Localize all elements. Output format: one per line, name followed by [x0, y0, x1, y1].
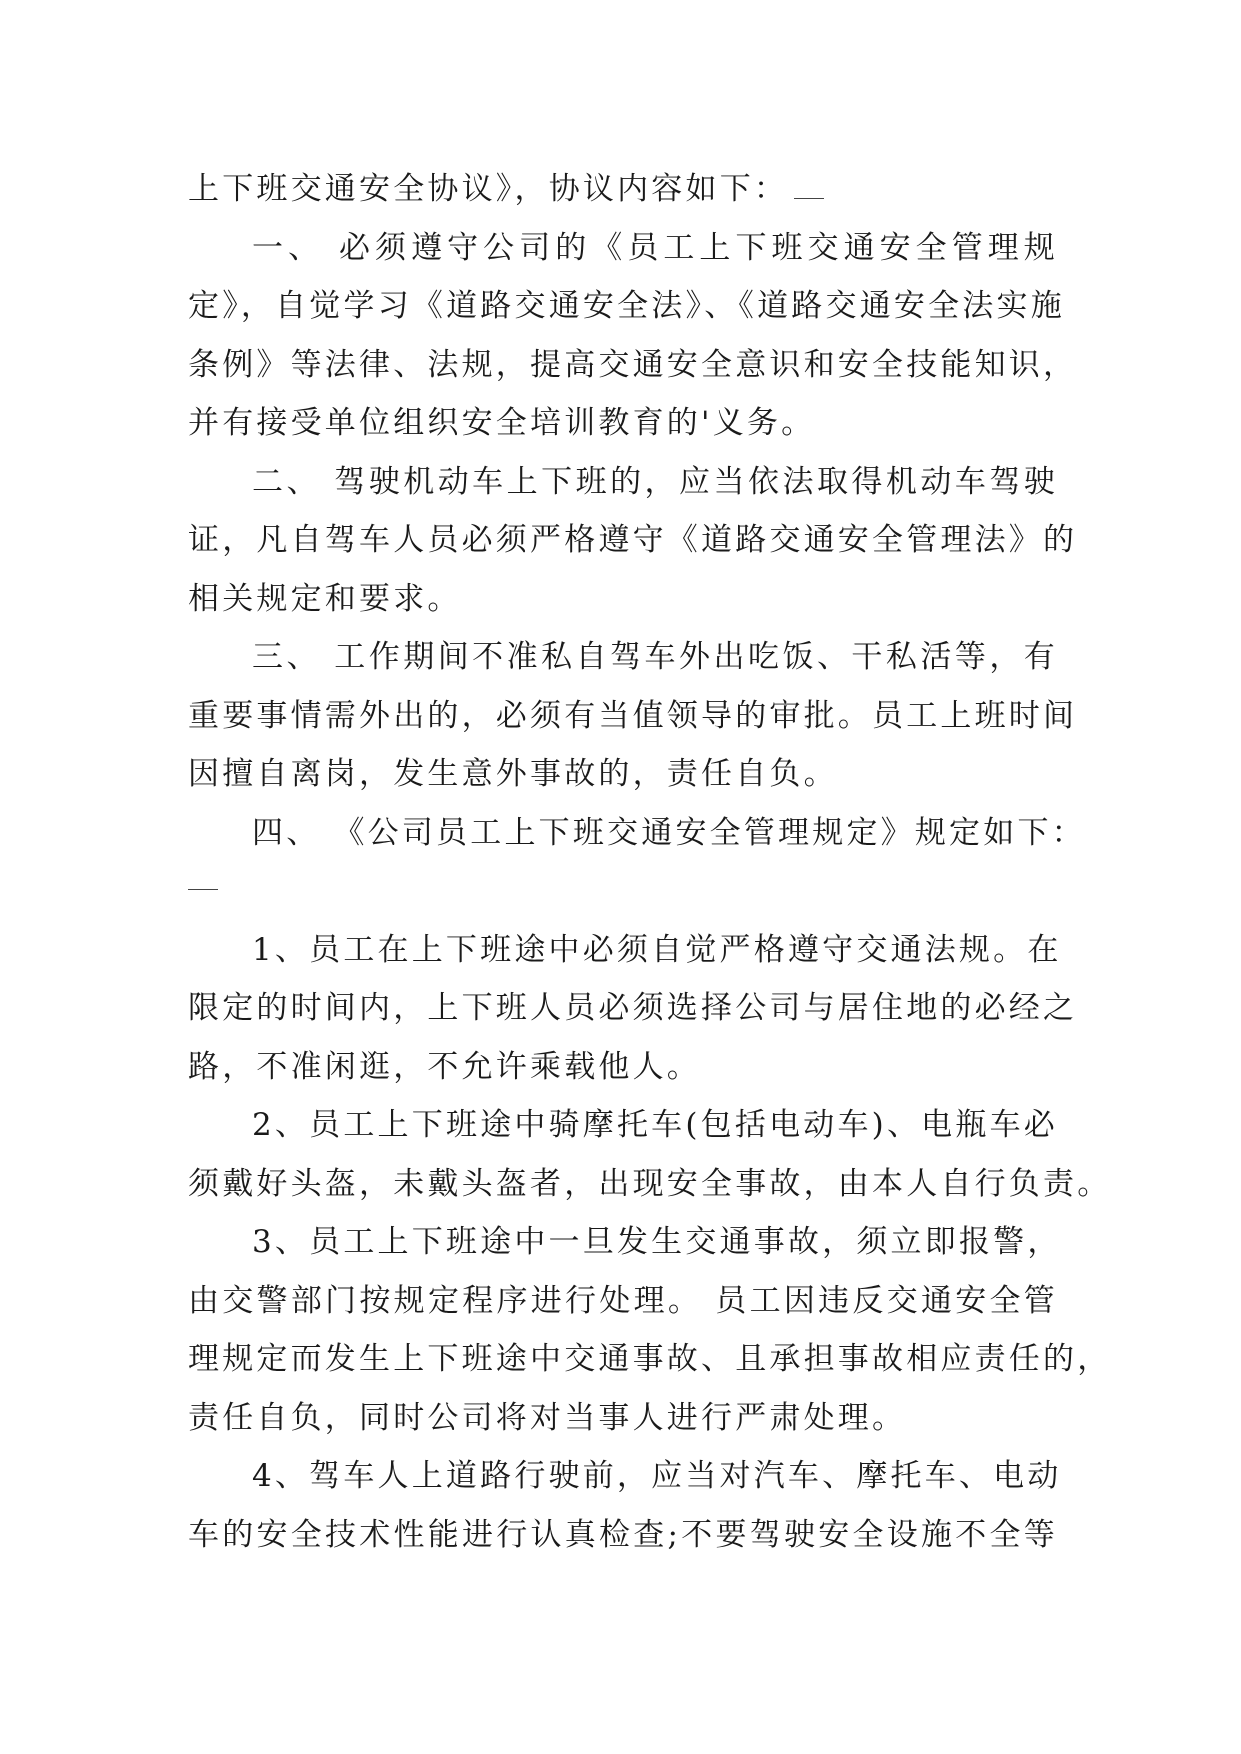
text-line: 1、员工在上下班途中必须自觉严格遵守交通法规。在: [252, 931, 1062, 968]
text-line: 定》，自觉学习《道路交通安全法》、《道路交通安全法实施: [188, 288, 1065, 324]
text-line: 2、员工上下班途中骑摩托车(包括电动车)、电瓶车必: [252, 1107, 1058, 1143]
text-line: 由交警部门按规定程序进行处理。 员工因违反交通安全管: [188, 1282, 1058, 1319]
text-line: 四、 《公司员工上下班交通安全管理规定》规定如下：: [252, 814, 1086, 851]
blank-underline: [794, 178, 824, 199]
text-line: 车的安全技术性能进行认真检查;不要驾驶安全设施不全等: [188, 1516, 1058, 1553]
text-line: 相关规定和要求。: [188, 580, 462, 617]
text-line: 限定的时间内，上下班人员必须选择公司与居住地的必经之: [188, 990, 1078, 1026]
text-line: 条例》等法律、法规，提高交通安全意识和安全技能知识，: [188, 346, 1078, 383]
blank-line: [188, 862, 1058, 921]
text-line: 一、 必须遵守公司的《员工上下班交通安全管理规: [252, 229, 1058, 266]
blank-underline: [188, 869, 218, 890]
text-line: 证，凡自驾车人员必须严格遵守《道路交通安全管理法》的: [188, 522, 1078, 558]
text-line: 重要事情需外出的，必须有当值领导的审批。员工上班时间: [188, 697, 1078, 734]
text-line-content: 上下班交通安全协议》，协议内容如下：: [188, 171, 789, 207]
text-line: 路，不准闲逛，不允许乘载他人。: [188, 1048, 701, 1085]
text-line: 三、 工作期间不准私自驾车外出吃饭、干私活等，有: [252, 639, 1058, 675]
text-line: 理规定而发生上下班途中交通事故、且承担事故相应责任的，: [188, 1341, 1112, 1377]
text-line: 并有接受单位组织安全培训教育的'义务。: [188, 405, 816, 441]
text-line: 二、 驾驶机动车上下班的，应当依法取得机动车驾驶: [252, 463, 1058, 500]
text-line: 4、驾车人上道路行驶前，应当对汽车、摩托车、电动: [252, 1458, 1062, 1494]
document-body: [188, 160, 1112, 1564]
text-line: 须戴好头盔，未戴头盔者，出现安全事故，由本人自行负责。: [188, 1165, 1112, 1202]
text-line: [188, 160, 1058, 219]
text-line: 3、员工上下班途中一旦发生交通事故，须立即报警，: [252, 1224, 1062, 1260]
text-line: 责任自负，同时公司将对当事人进行严肃处理。: [188, 1399, 907, 1436]
text-line: 因擅自离岗，发生意外事故的，责任自负。: [188, 756, 838, 792]
